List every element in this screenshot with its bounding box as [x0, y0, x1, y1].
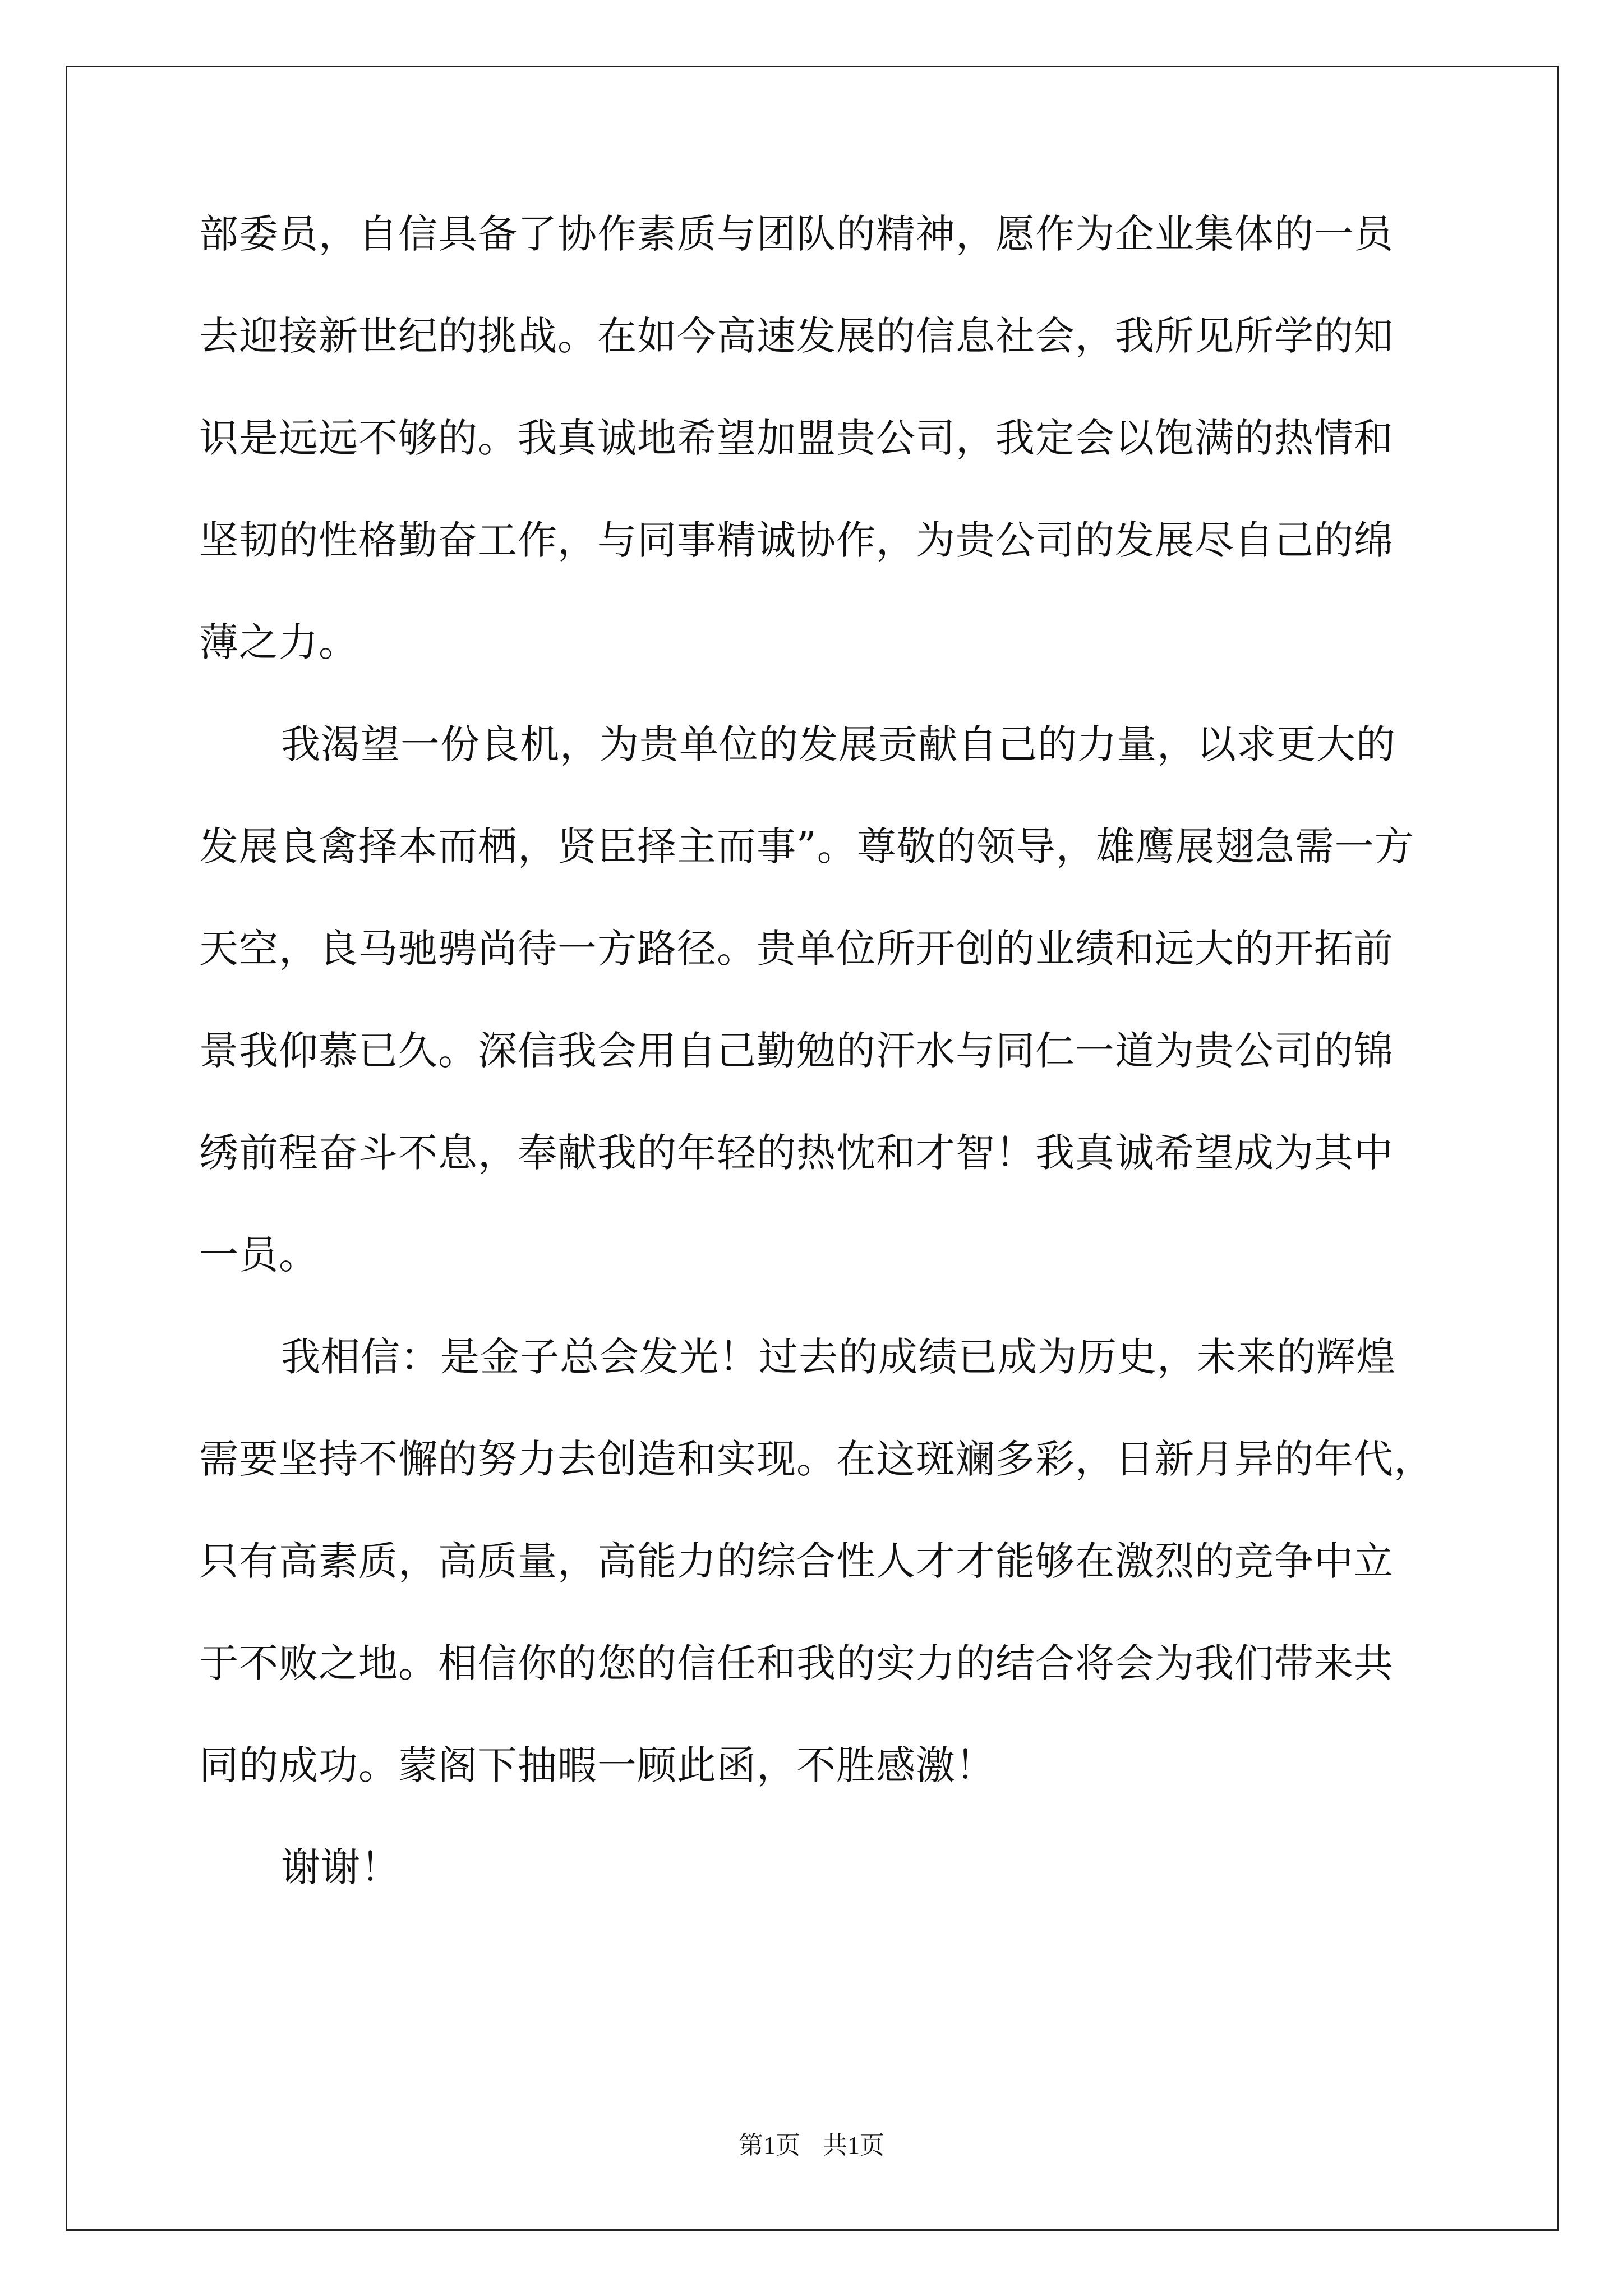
text-line: 我渴望一份良机，为贵单位的发展贡献自己的力量，以求更大的 [281, 721, 1396, 767]
text-line: 去迎接新世纪的挑战。在如今高速发展的信息社会，我所见所学的知 [199, 313, 1394, 359]
page-total: 共1页 [823, 2132, 884, 2159]
text-line: 一员。 [199, 1232, 319, 1278]
document-body [199, 208, 1461, 1943]
page-number: 第1页 [739, 2132, 800, 2159]
paragraph [199, 1841, 1461, 1894]
text-line: 天空，良马驰骋尚待一方路径。贵单位所开创的业绩和远大的开拓前 [199, 926, 1394, 972]
text-line: 需要坚持不懈的努力去创造和实现。在这斑斓多彩，日新月异的年代， [199, 1436, 1433, 1482]
text-line: 薄之力。 [199, 619, 358, 665]
text-line: 谢谢！ [281, 1844, 400, 1890]
text-line: 我相信：是金子总会发光！过去的成绩已成为历史，未来的辉煌 [281, 1334, 1396, 1380]
text-line: 景我仰慕已久。深信我会用自己勤勉的汗水与同仁一道为贵公司的锦 [199, 1028, 1394, 1074]
text-line: 于不败之地。相信你的您的信任和我的实力的结合将会为我们带来共 [199, 1640, 1394, 1686]
text-line: 只有高素质，高质量，高能力的综合性人才才能够在激烈的竞争中立 [199, 1538, 1394, 1584]
paragraph [199, 718, 1461, 1281]
text-line: 识是远远不够的。我真诚地希望加盟贵公司，我定会以饱满的热情和 [199, 415, 1394, 461]
text-line: 同的成功。蒙阁下抽暇一顾此函，不胜感激！ [199, 1742, 995, 1788]
page-footer [0, 2129, 1623, 2162]
text-line: 坚韧的性格勤奋工作，与同事精诚协作，为贵公司的发展尽自己的绵 [199, 517, 1394, 563]
paragraph [199, 1331, 1461, 1792]
text-line: 发展良禽择本而栖，贤臣择主而事”。尊敬的领导，雄鹰展翅急需一方 [199, 823, 1414, 869]
text-line: 部委员，自信具备了协作素质与团队的精神，愿作为企业集体的一员 [199, 211, 1394, 257]
paragraph [199, 208, 1461, 669]
text-line: 绣前程奋斗不息，奉献我的年轻的热忱和才智！我真诚希望成为其中 [199, 1130, 1394, 1176]
